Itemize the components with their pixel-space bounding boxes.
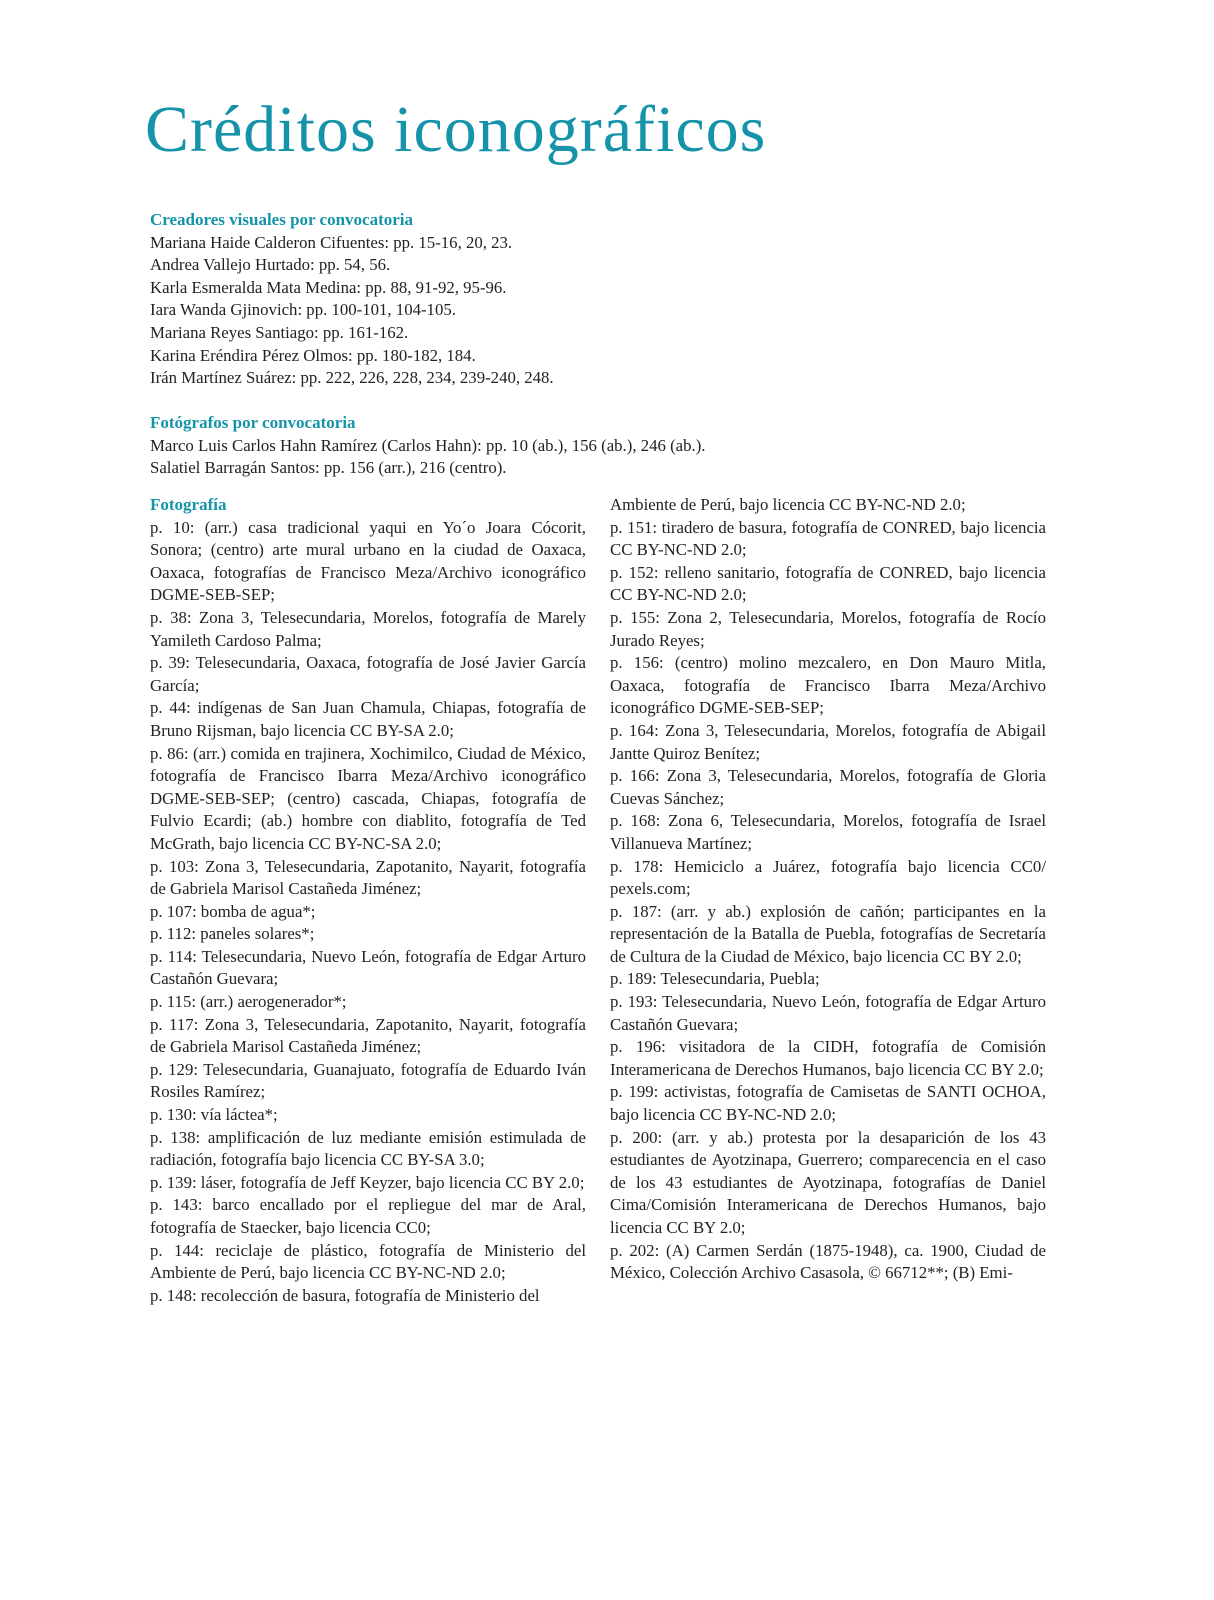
credit-entry: p. 200: (arr. y ab.) protesta por la desaparición de los 43 estudiantes de Ayotzinapa, Guerrero; comparecencia en el caso de los 43 estudiantes de Ayotzinapa, fotografías de Daniel Cima/Comisión Interamericana de Derechos Humanos, bajo licencia CC BY 2.0;: [610, 1127, 1046, 1237]
credit-entry: p. 117: Zona 3, Telesecundaria, Zapotanito, Nayarit, fotografía de Gabriela Marisol Castañeda Jiménez;: [150, 1014, 586, 1057]
credit-entry: p. 202: (A) Carmen Serdán (1875-1948), ca. 1900, Ciudad de México, Colección Archivo Casasola, © 66712**; (B) Emi-: [610, 1240, 1046, 1283]
credit-entry: p. 196: visitadora de la CIDH, fotografía de Comisión Interamericana de Derechos Humanos, bajo licencia CC BY 2.0;: [610, 1037, 1046, 1079]
credit-line: Irán Martínez Suárez: pp. 222, 226, 228, 234, 239-240, 248.: [150, 368, 554, 388]
section-creadores: [150, 209, 750, 390]
section-fotografos: [150, 412, 750, 480]
credit-line: Andrea Vallejo Hurtado: pp. 54, 56.: [150, 255, 391, 275]
section-heading-fotografos: Fotógrafos por convocatoria: [150, 413, 356, 432]
credit-entry: p. 86: (arr.) comida en trajinera, Xochimilco, Ciudad de México, fotografía de Francisco Ibarra Meza/Archivo iconográfico DGME-SEB-SEP; (centro) cascada, Chiapas, fotografía de Fulvio Ecardi; (ab.) hombre con diablito, fotografía de Ted McGrath, bajo licencia CC BY-NC-SA 2.0;: [150, 743, 586, 853]
credit-line: Karla Esmeralda Mata Medina: pp. 88, 91-92, 95-96.: [150, 277, 507, 297]
credit-entry: p. 199: activistas, fotografía de Camisetas de SANTI OCHOA, bajo licencia CC BY-NC-ND 2.0;: [610, 1082, 1046, 1125]
credit-line: Karina Eréndira Pérez Olmos: pp. 180-182, 184.: [150, 345, 476, 365]
credit-entry: p. 164: Zona 3, Telesecundaria, Morelos, fotografía de Abigail Jantte Quiroz Benítez;: [610, 720, 1046, 763]
credit-entry: p. 112: paneles solares*;: [150, 924, 315, 944]
fotografia-column-left: [150, 494, 586, 1307]
credit-entry: p. 115: (arr.) aerogenerador*;: [150, 992, 347, 1012]
credit-entry: p. 44: indígenas de San Juan Chamula, Chiapas, fotografía de Bruno Rijsman, bajo licencia CC BY-SA 2.0;: [150, 698, 586, 740]
credit-line: Marco Luis Carlos Hahn Ramírez (Carlos Hahn): pp. 10 (ab.), 156 (ab.), 246 (ab.).: [150, 435, 706, 455]
credit-entry: p. 130: vía láctea*;: [150, 1105, 278, 1125]
credit-entry: p. 138: amplificación de luz mediante emisión estimulada de radiación, fotografía bajo licencia CC BY-SA 3.0;: [150, 1127, 586, 1170]
credit-entry: p. 107: bomba de agua*;: [150, 901, 316, 921]
credit-entry: p. 39: Telesecundaria, Oaxaca, fotografía de José Javier García García;: [150, 653, 586, 695]
credit-line: Salatiel Barragán Santos: pp. 156 (arr.), 216 (centro).: [150, 458, 507, 478]
fotografia-entries-right: [610, 494, 1046, 1285]
credit-entry: p. 148: recolección de basura, fotografía de Ministerio del: [150, 1285, 540, 1305]
credit-entry: p. 38: Zona 3, Telesecundaria, Morelos, fotografía de Marely Yamileth Cardoso Palma;: [150, 607, 586, 650]
credit-entry: p. 178: Hemiciclo a Juárez, fotografía bajo licencia CC0/ pexels.com;: [610, 856, 1046, 899]
credit-entry: p. 189: Telesecundaria, Puebla;: [610, 969, 820, 989]
credit-entry: p. 193: Telesecundaria, Nuevo León, fotografía de Edgar Arturo Castañón Guevara;: [610, 992, 1046, 1034]
credit-entry: p. 155: Zona 2, Telesecundaria, Morelos, fotografía de Rocío Jurado Reyes;: [610, 607, 1046, 650]
credit-entry: p. 166: Zona 3, Telesecundaria, Morelos, fotografía de Gloria Cuevas Sánchez;: [610, 766, 1046, 808]
credit-entry: p. 103: Zona 3, Telesecundaria, Zapotanito, Nayarit, fotografía de Gabriela Marisol Castañeda Jiménez;: [150, 856, 586, 899]
credit-entry: p. 144: reciclaje de plástico, fotografía de Ministerio del Ambiente de Perú, bajo licencia CC BY-NC-ND 2.0;: [150, 1240, 586, 1283]
credit-entry: p. 156: (centro) molino mezcalero, en Don Mauro Mitla, Oaxaca, fotografía de Francisco Ibarra Meza/Archivo iconográfico DGME-SEB-SEP;: [610, 653, 1046, 718]
fotografia-entries-left: [150, 517, 586, 1308]
credit-entry: p. 143: barco encallado por el repliegue del mar de Aral, fotografía de Staecker, bajo licencia CC0;: [150, 1195, 586, 1237]
credit-entry: p. 129: Telesecundaria, Guanajuato, fotografía de Eduardo Iván Rosiles Ramírez;: [150, 1059, 586, 1102]
credit-entry: p. 152: relleno sanitario, fotografía de CONRED, bajo licencia CC BY-NC-ND 2.0;: [610, 562, 1046, 605]
credit-entry: p. 114: Telesecundaria, Nuevo León, fotografía de Edgar Arturo Castañón Guevara;: [150, 946, 586, 989]
credit-line: Iara Wanda Gjinovich: pp. 100-101, 104-105.: [150, 300, 456, 320]
credit-entry: p. 168: Zona 6, Telesecundaria, Morelos, fotografía de Israel Villanueva Martínez;: [610, 811, 1046, 853]
credit-entry: Ambiente de Perú, bajo licencia CC BY-NC-ND 2.0;: [610, 495, 966, 514]
credit-entry: p. 10: (arr.) casa tradicional yaqui en Yo´o Joara Cócorit, Sonora; (centro) arte mural urbano en la ciudad de Oaxaca, Oaxaca, fotografías de Francisco Meza/Archivo iconográfico DGME-SEB-SEP;: [150, 517, 586, 605]
credit-entry: p. 151: tiradero de basura, fotografía de CONRED, bajo licencia CC BY-NC-ND 2.0;: [610, 517, 1046, 560]
section-heading-fotografia: Fotografía: [150, 495, 227, 514]
credit-entry: p. 187: (arr. y ab.) explosión de cañón; participantes en la representación de la Batalla de Puebla, fotografías de Secretaría de Cultura de la Ciudad de México, bajo licencia CC BY 2.0;: [610, 901, 1046, 966]
section-heading-creadores: Creadores visuales por convocatoria: [150, 210, 414, 229]
page-title: Créditos iconográficos: [145, 93, 767, 166]
credit-line: Mariana Haide Calderon Cifuentes: pp. 15-16, 20, 23.: [150, 232, 513, 252]
credit-entry: p. 139: láser, fotografía de Jeff Keyzer, bajo licencia CC BY 2.0;: [150, 1172, 585, 1192]
fotografia-column-right: [610, 494, 1046, 1285]
credit-line: Mariana Reyes Santiago: pp. 161-162.: [150, 322, 409, 342]
